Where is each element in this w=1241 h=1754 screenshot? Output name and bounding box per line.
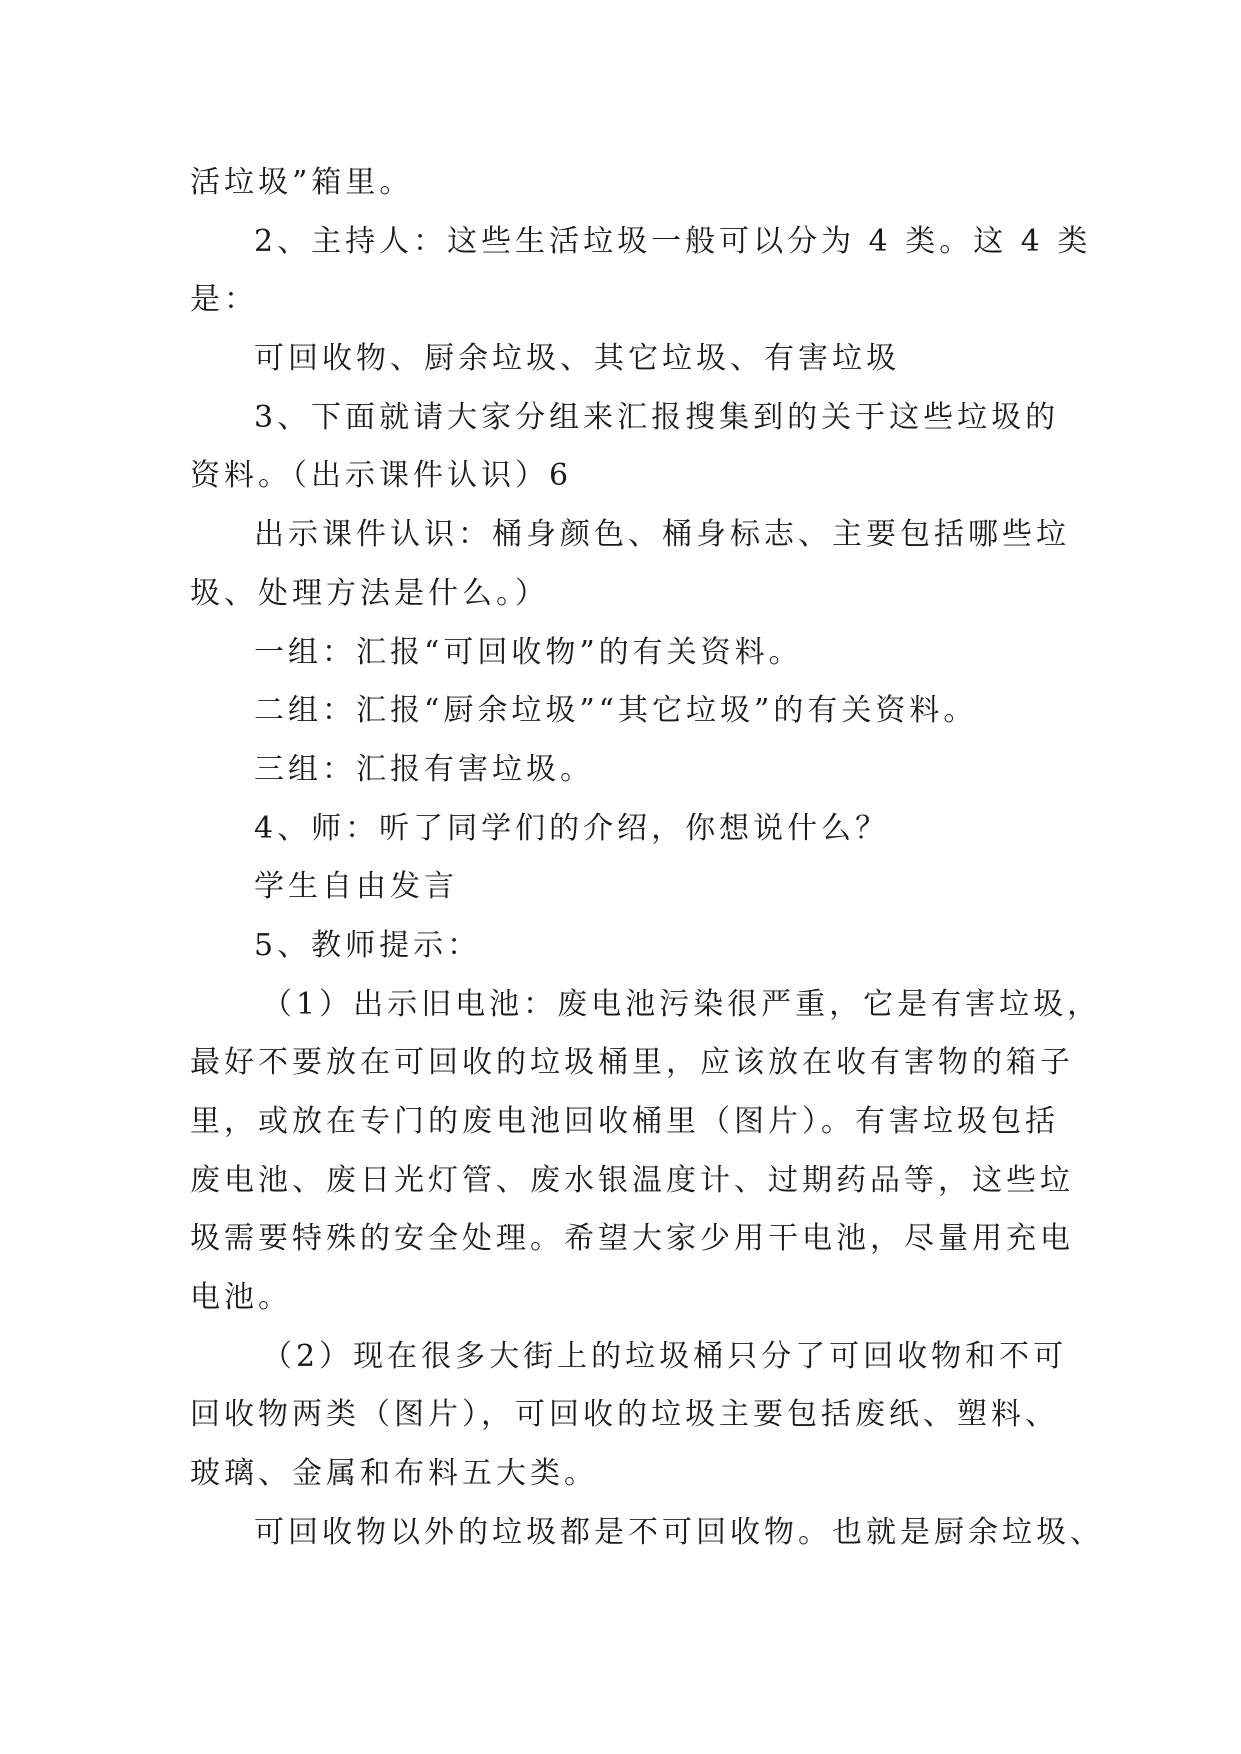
text-line: 回收物两类（图片），可回收的垃圾主要包括废纸、塑料、: [190, 1397, 1059, 1433]
text-line: 3、下面就请大家分组来汇报搜集到的关于这些垃圾的: [254, 399, 1060, 435]
text-line: 二组：汇报“厨余垃圾”“其它垃圾”的有关资料。: [254, 693, 978, 729]
text-line: 三组：汇报有害垃圾。: [254, 751, 594, 787]
text-line: 资料。（出示课件认识）6: [190, 458, 573, 494]
text-line: 2、主持人：这些生活垃圾一般可以分为 4 类。这 4 类: [254, 223, 1092, 259]
text-line: 废电池、废日光灯管、废水银温度计、过期药品等，这些垃: [190, 1162, 1074, 1198]
text-line: 是：: [190, 282, 258, 318]
document-body: [190, 154, 1104, 1563]
text-line: （2）现在很多大街上的垃圾桶只分了可回收物和不可: [262, 1338, 1068, 1374]
text-line: 学生自由发言: [254, 869, 458, 905]
text-line: 活垃圾”箱里。: [190, 165, 414, 200]
text-line: 圾、处理方法是什么。）: [190, 575, 549, 611]
text-line: 出示课件认识：桶身颜色、桶身标志、主要包括哪些垃: [254, 517, 1070, 553]
text-line: 电池。: [190, 1280, 292, 1316]
text-line: 最好不要放在可回收的垃圾桶里，应该放在收有害物的箱子: [190, 1045, 1074, 1081]
text-line: 可回收物以外的垃圾都是不可回收物。也就是厨余垃圾、: [254, 1514, 1104, 1550]
text-line: 里，或放在专门的废电池回收桶里（图片）。有害垃圾包括: [190, 1104, 1059, 1139]
text-line: 圾需要特殊的安全处理。希望大家少用干电池，尽量用充电: [190, 1221, 1074, 1257]
text-line: 4、师：听了同学们的介绍，你想说什么？: [254, 810, 890, 846]
text-line: 一组：汇报“可回收物”的有关资料。: [254, 634, 803, 670]
text-line: 5、教师提示：: [254, 927, 482, 963]
text-line: 玻璃、金属和布料五大类。: [190, 1456, 598, 1492]
text-line: 可回收物、厨余垃圾、其它垃圾、有害垃圾: [254, 341, 900, 377]
text-line: （1）出示旧电池：废电池污染很严重，它是有害垃圾，: [262, 986, 1102, 1022]
